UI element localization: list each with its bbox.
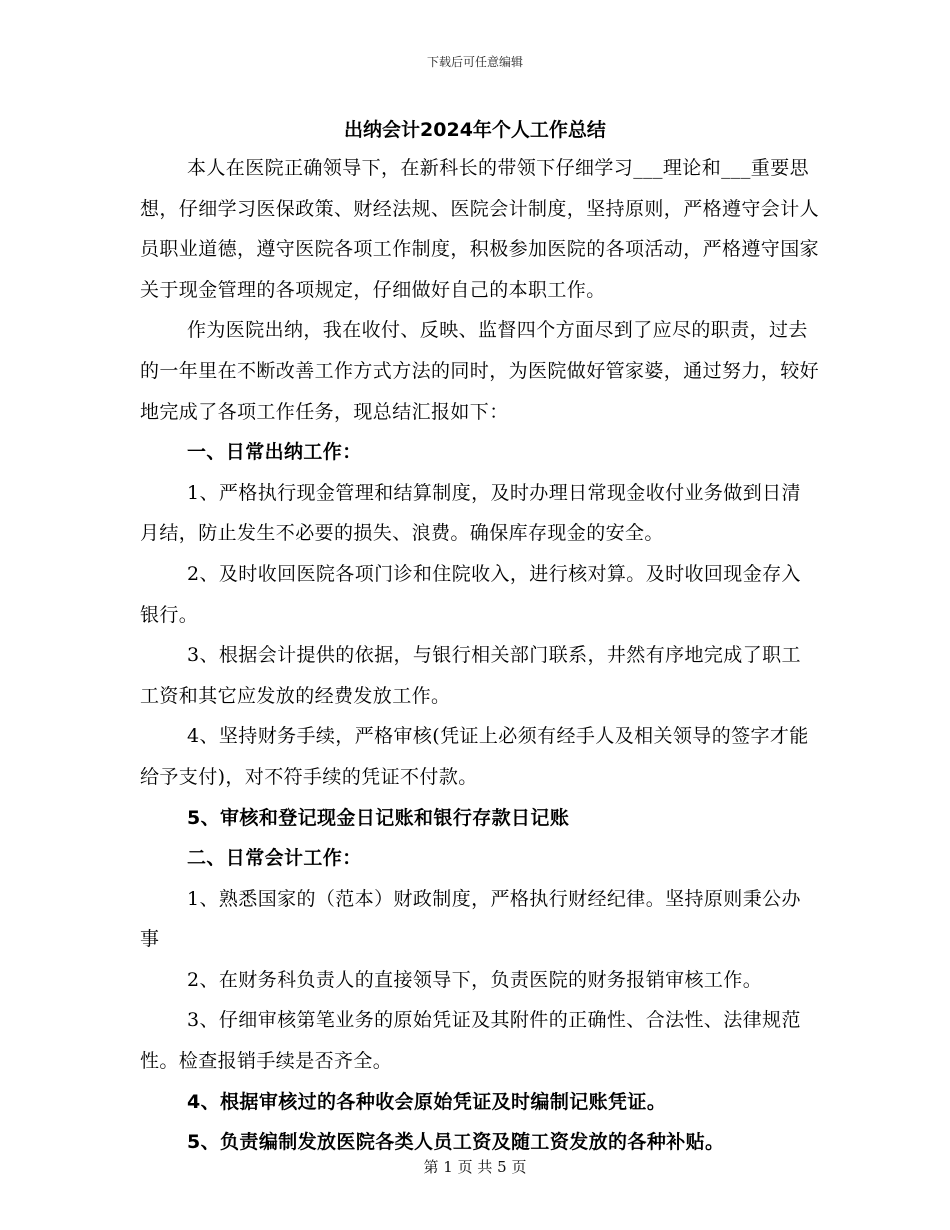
list-item: 2、及时收回医院各项门诊和住院收入，进行核对算。及时收回现金存入银行。 <box>140 562 801 626</box>
list-item: 1、熟悉国家的（范本）财政制度，严格执行财经纪律。坚持原则秉公办事 <box>140 887 801 951</box>
list-item: 4、坚持财务手续，严格审核(凭证上必须有经手人及相关领导的签字才能给予支付)，对不符手续的凭证不付款。 <box>140 725 809 788</box>
list-item: 2、在财务科负责人的直接领导下，负责医院的财务报销审核工作。 <box>187 968 763 991</box>
list-item-bold: 4、根据审核过的各种收会原始凭证及时编制记账凭证。 <box>187 1090 667 1113</box>
page-number: 第 1 页 共 5 页 <box>423 1158 527 1176</box>
section-heading-accounting: 二、日常会计工作： <box>187 847 362 870</box>
document-body <box>140 148 820 1163</box>
list-item: 3、根据会计提供的依据，与银行相关部门联系，井然有序地完成了职工工资和其它应发放的经费发放工作。 <box>140 644 801 707</box>
section-heading-cashier: 一、日常出纳工作： <box>187 441 362 464</box>
intro-paragraph: 本人在医院正确领导下，在新科长的带领下仔细学习___理论和___重要思想，仔细学习医保政策、财经法规、医院会计制度，坚持原则，严格遵守会计人员职业道德，遵守医院各项工作制度，积极参加医院的各项活动，严格遵守国家关于现金管理的各项规定，仔细做好自己的本职工作。 <box>140 157 820 301</box>
list-item: 3、仔细审核第笔业务的原始凭证及其附件的正确性、合法性、法律规范性。检查报销手续是否齐全。 <box>140 1009 801 1073</box>
document-title: 出纳会计2024年个人工作总结 <box>344 119 606 141</box>
list-item-bold: 5、审核和登记现金日记账和银行存款日记账 <box>187 806 570 829</box>
page-header-note: 下载后可任意编辑 <box>426 55 523 69</box>
list-item: 1、严格执行现金管理和结算制度，及时办理日常现金收付业务做到日清月结，防止发生不必要的损失、浪费。确保库存现金的安全。 <box>140 481 801 545</box>
role-paragraph: 作为医院出纳，我在收付、反映、监督四个方面尽到了应尽的职责，过去的一年里在不断改善工作方式方法的同时，为医院做好管家婆，通过努力，较好地完成了各项工作任务，现总结汇报如下： <box>140 319 820 423</box>
list-item-bold: 5、负责编制发放医院各类人员工资及随工资发放的各种补贴。 <box>187 1131 725 1154</box>
